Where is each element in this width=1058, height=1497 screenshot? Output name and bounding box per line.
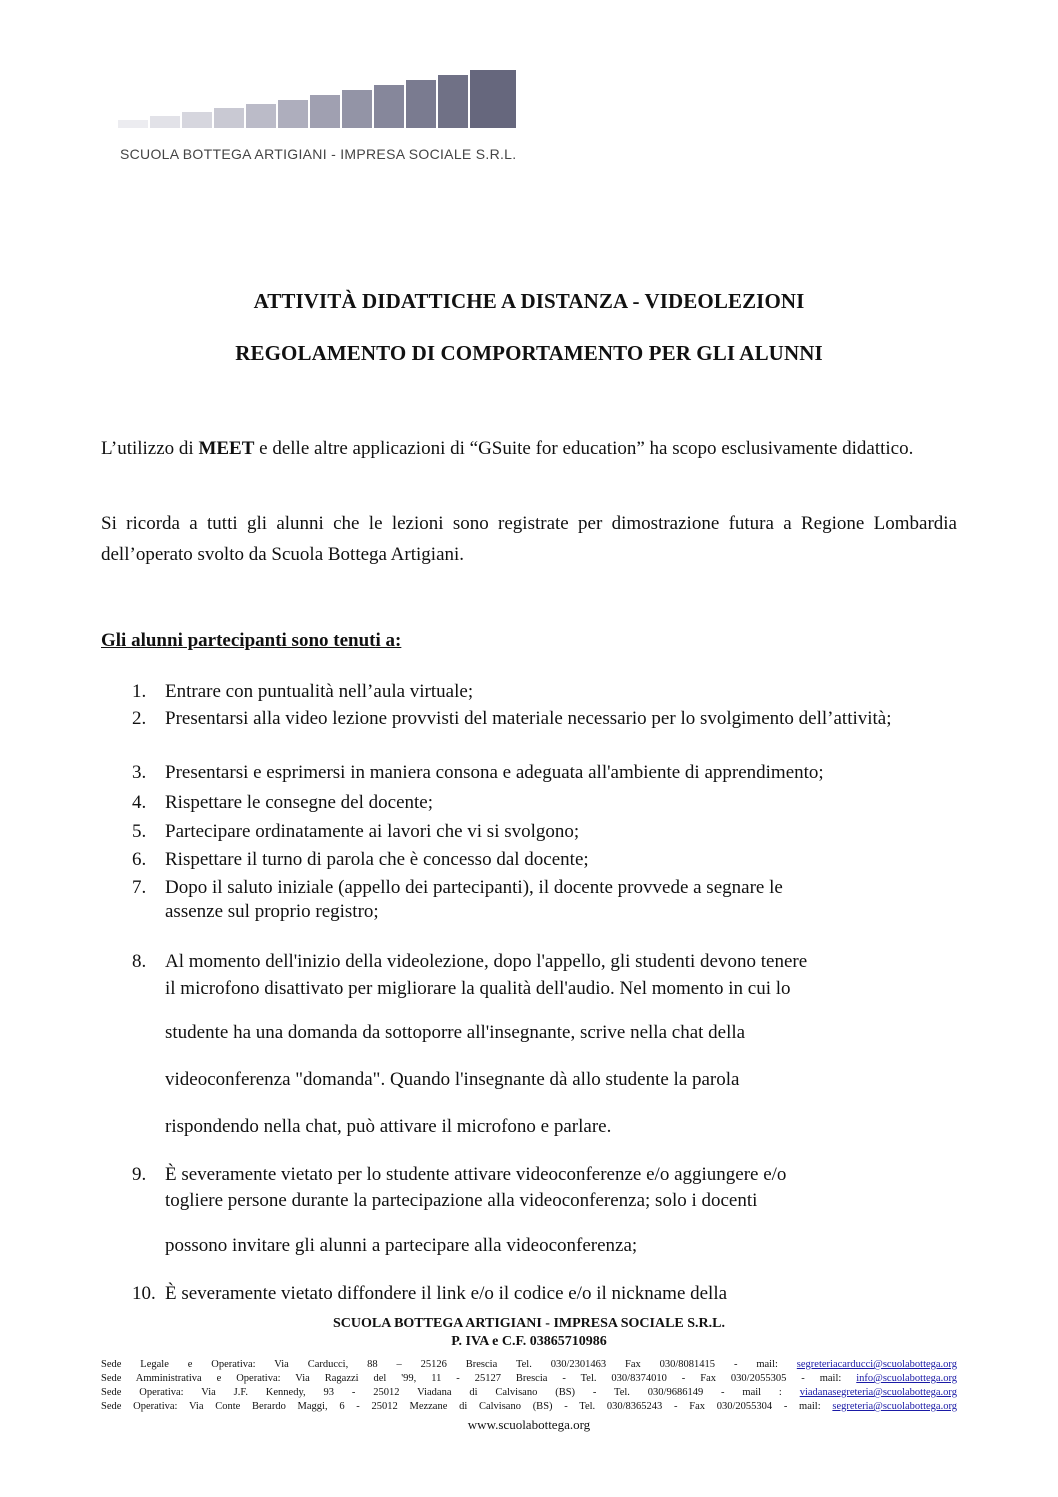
list-item: 4. Rispettare le consegne del docente; xyxy=(132,792,434,813)
list-item: 8. Al momento dell'inizio della videolezione, dopo l'appello, gli studenti devono tenere xyxy=(132,951,808,972)
intro-paragraph-2: Si ricorda a tutti gli alunni che le lezioni sono registrate per dimostrazione futura a Regione Lombardia dell’operato svolto da Scuola Bottega Artigiani. xyxy=(101,513,957,565)
list-item-continuation: togliere persone durante la partecipazione alla videoconferenza; solo i docenti xyxy=(165,1190,758,1211)
list-item: 5. Partecipare ordinatamente ai lavori che vi si svolgono; xyxy=(132,821,580,842)
list-item-continuation: possono invitare gli alunni a partecipare alla videoconferenza; xyxy=(165,1235,638,1256)
footer-address: Sede Operativa: Via Conte Berardo Maggi, 6 - 25012 Mezzane di Calvisano (BS) - Tel. 030/8365243 - Fax 030/2055304 - mail: segreteria@scuolabottega.org xyxy=(101,1401,958,1412)
email-link[interactable]: viadanasegreteria@scuolabottega.org xyxy=(799,1387,957,1398)
footer-vat: P. IVA e C.F. 03865710986 xyxy=(451,1334,607,1349)
email-link[interactable]: info@scuolabottega.org xyxy=(856,1373,958,1384)
logo-text: SCUOLA BOTTEGA ARTIGIANI - IMPRESA SOCIALE S.R.L. xyxy=(120,146,517,162)
footer-address: Sede Operativa: Via J.F. Kennedy, 93 - 25012 Viadana di Calvisano (BS) - Tel. 030/9686149 - mail : viadanasegreteria@scuolabottega.org xyxy=(101,1387,957,1398)
list-item-continuation: il microfono disattivato per migliorare la qualità dell'audio. Nel momento in cui lo xyxy=(165,978,791,999)
list-item: 1. Entrare con puntualità nell’aula virtuale; xyxy=(132,681,474,702)
footer-address: Sede Amministrativa e Operativa: Via Ragazzi del '99, 11 - 25127 Brescia - Tel. 030/8374010 - Fax 030/2055305 - mail: info@scuolabottega.org xyxy=(101,1373,958,1384)
list-item: 6. Rispettare il turno di parola che è concesso dal docente; xyxy=(132,849,589,870)
list-item: 3. Presentarsi e esprimersi in maniera consona e adeguata all'ambiente di apprendimento; xyxy=(132,762,824,783)
footer-address: Sede Legale e Operativa: Via Carducci, 88 – 25126 Brescia Tel. 030/2301463 Fax 030/8081415 - mail: segreteriacarducci@scuolabottega.org xyxy=(101,1359,957,1370)
school-logo xyxy=(118,68,518,130)
email-link[interactable]: segreteriacarducci@scuolabottega.org xyxy=(796,1359,957,1370)
list-item-continuation: videoconferenza "domanda". Quando l'insegnante dà allo studente la parola xyxy=(165,1069,740,1090)
list-item-continuation: assenze sul proprio registro; xyxy=(165,901,379,922)
list-item: 9. È severamente vietato per lo studente attivare videoconferenze e/o aggiungere e/o xyxy=(132,1164,787,1185)
list-item: 2. Presentarsi alla video lezione provvisti del materiale necessario per lo svolgimento dell’attività; xyxy=(132,708,892,729)
email-link[interactable]: segreteria@scuolabottega.org xyxy=(832,1401,958,1412)
document-subtitle: REGOLAMENTO DI COMPORTAMENTO PER GLI ALUNNI xyxy=(235,341,823,365)
intro-paragraph-1: L’utilizzo di MEET e delle altre applicazioni di “GSuite for education” ha scopo esclusivamente didattico. xyxy=(101,438,914,459)
footer-company: SCUOLA BOTTEGA ARTIGIANI - IMPRESA SOCIALE S.R.L. xyxy=(333,1316,725,1331)
list-item: 10. È severamente vietato diffondere il link e/o il codice e/o il nickname della xyxy=(132,1283,728,1304)
document-title: ATTIVITÀ DIDATTICHE A DISTANZA - VIDEOLEZIONI xyxy=(253,289,805,313)
list-item: 7. Dopo il saluto iniziale (appello dei partecipanti), il docente provvede a segnare le xyxy=(132,877,783,898)
meet-keyword: MEET xyxy=(198,438,255,459)
list-item-continuation: rispondendo nella chat, può attivare il microfono e parlare. xyxy=(165,1116,612,1137)
section-heading: Gli alunni partecipanti sono tenuti a: xyxy=(101,630,402,651)
list-item-continuation: studente ha una domanda da sottoporre all'insegnante, scrive nella chat della xyxy=(165,1022,746,1043)
footer-website[interactable]: www.scuolabottega.org xyxy=(467,1417,591,1432)
